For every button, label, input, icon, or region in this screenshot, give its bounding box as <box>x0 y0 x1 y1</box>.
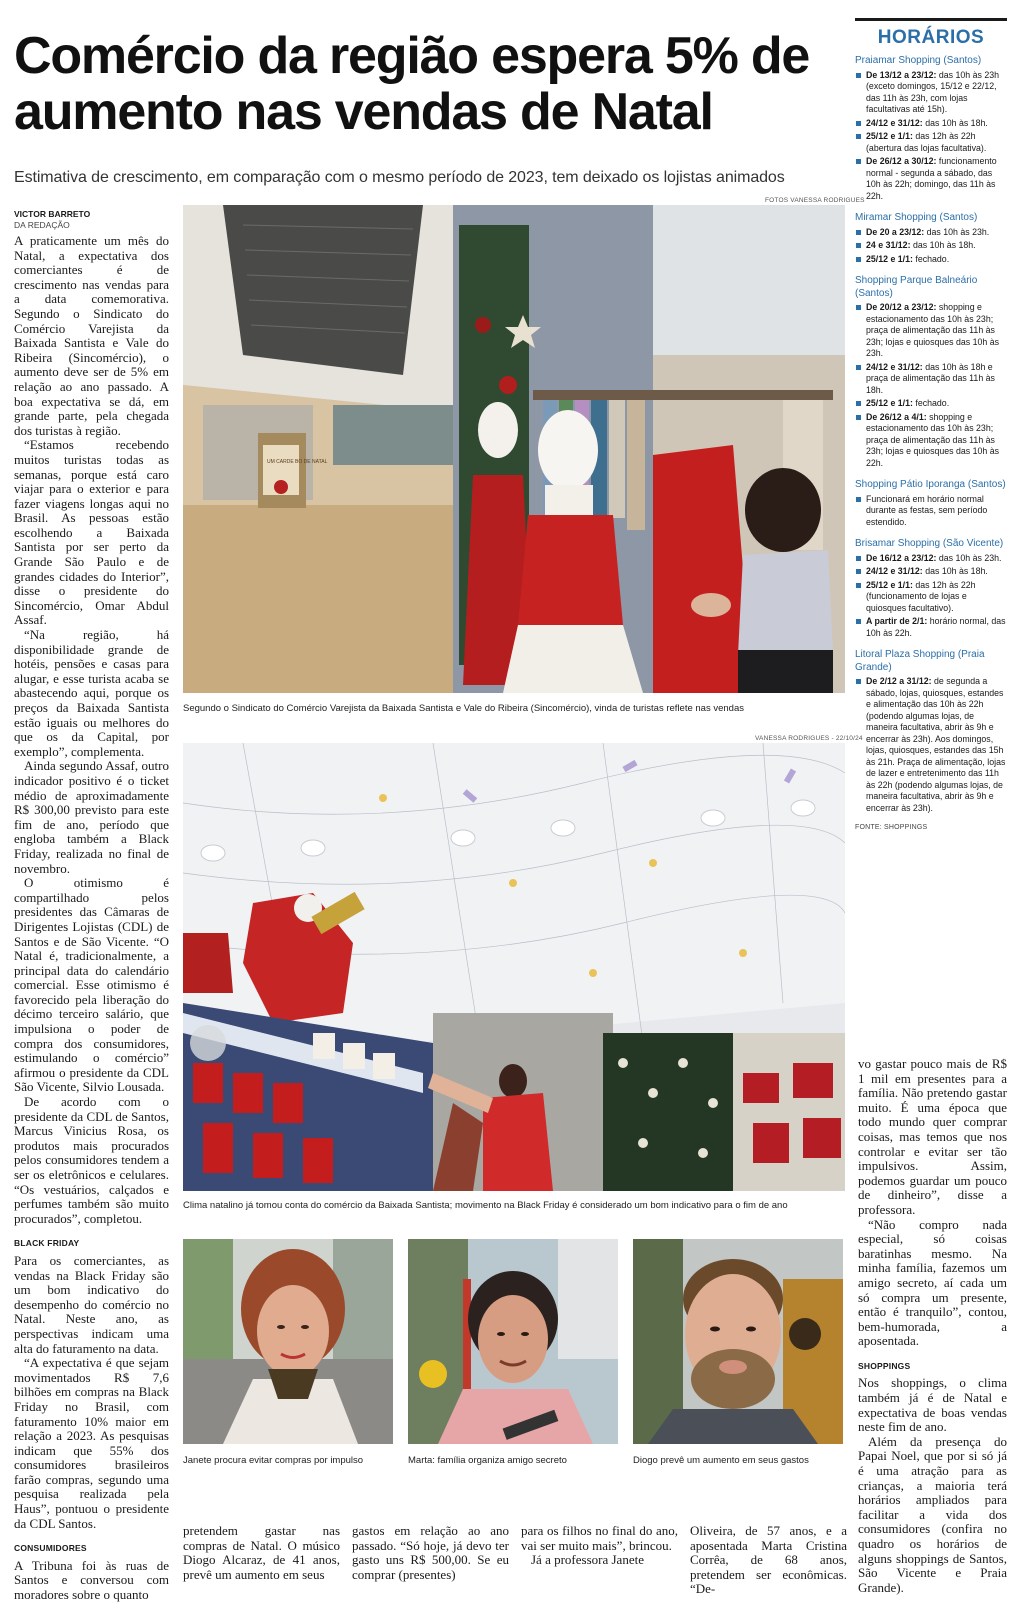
byline-author: VICTOR BARRETO <box>14 209 91 219</box>
sidebar-source: FONTE: SHOPPINGS <box>855 824 928 831</box>
hours-entry <box>855 616 1007 639</box>
hours-entry <box>855 302 1007 360</box>
hours-text: das 12h às 22h (abertura das lojas facultativa). <box>866 131 987 153</box>
hours-text: das 10h às 18h. <box>910 240 976 250</box>
hours-date: De 26/12 a 4/1: <box>866 411 927 422</box>
hours-entry <box>855 398 1007 410</box>
hours-date: 24 e 31/12: <box>866 240 911 250</box>
portrait-diogo <box>633 1239 843 1444</box>
photo-credit: FOTOS VANESSA RODRIGUES <box>765 197 865 204</box>
mall-block <box>855 212 1007 265</box>
portrait-caption: Diogo prevê um aumento em seus gastos <box>633 1455 809 1466</box>
hours-entry <box>855 254 1007 266</box>
bullet-square-icon <box>856 134 861 139</box>
hours-text: fechado. <box>912 398 950 408</box>
mall-block <box>855 55 1007 202</box>
hours-sidebar <box>855 18 1007 831</box>
paragraph: Além da presença do Papai Noel, que por si só já é uma atração para as crianças, a maioria terá horários ampliados para facilitar a vida dos consumidores (confira no quadro os horários de alguns shoppings de Santos, São Vicente e Praia Grande). <box>858 1433 1007 1595</box>
hours-entry <box>855 362 1007 397</box>
hours-text: das 12h às 22h (funcionamento de lojas e quiosques facultativo). <box>866 579 976 613</box>
hours-date: 25/12 e 1/1: <box>866 398 913 408</box>
section-head-shoppings: SHOPPINGS <box>858 1360 911 1371</box>
article-column-right <box>858 1057 1007 1595</box>
bullet-square-icon <box>856 497 861 502</box>
hours-text: Funcionará em horário normal durante as festas, sem período estendido. <box>866 493 988 527</box>
hours-date: De 13/12 a 23/12: <box>866 69 937 80</box>
sidebar-title: HORÁRIOS <box>877 27 985 48</box>
hours-text: fechado. <box>912 253 950 264</box>
bullet-square-icon <box>856 257 861 262</box>
bullet-square-icon <box>856 243 861 248</box>
article-column-bottom-4: Oliveira, de 57 anos, e a aposentada Marta Cristina Corrêa, de 68 anos, pretendem ser econômicas. “De- <box>690 1523 847 1597</box>
paragraph: “A expectativa é que sejam movimentados R$ 7,6 bilhões em compras na Black Friday no Brasil, com faturamento 10% maior em relação a 2023. As pesquisas indicam que 55% dos consumidores brasileiros farão compras, segundo uma pesquisa realizada pela Haus”, pontuou o presidente da CDL Santos. <box>14 1355 169 1531</box>
hours-date: 24/12 e 31/12: <box>866 117 923 128</box>
photo-credit: VANESSA RODRIGUES - 22/10/24 <box>755 735 863 742</box>
bullet-square-icon <box>856 365 861 370</box>
bullet-square-icon <box>856 583 861 588</box>
christmas-store-photo <box>183 743 845 1191</box>
sidebar-rule <box>855 18 1007 21</box>
paragraph: “Estamos recebendo muitos turistas todas as semanas, porque está caro viajar para o exterior e para fazer viagens longas aqui no Brasil. As pessoas estão escolhendo a Baixada Santista por ser perto da Grande São Paulo e de grandes cidades do Interior”, disse o presidente do Sincomércio, Omar Abdul Assaf. <box>14 437 169 628</box>
hours-entry <box>855 156 1007 202</box>
hours-text: shopping e estacionamento das 10h às 23h; praça de alimentação das 11h às 23h; lojas e quiosques das 10h às 22h. <box>866 411 1000 468</box>
paragraph: Nos shoppings, o clima também já é de Natal e expectativa de boas vendas neste fim de ano. <box>858 1375 1007 1435</box>
hours-text: das 10h às 18h. <box>922 117 988 128</box>
mall-name: Litoral Plaza Shopping (Praia Grande) <box>855 649 985 673</box>
paragraph: “Não compro nada especial, só coisas baratinhas mesmo. Na minha família, fazemos um amigo secreto, aí cada um só compra um presente, então é tranquilo”, contou, bem-humorada, a aposentada. <box>858 1216 1007 1349</box>
article-column-bottom-1: pretendem gastar nas compras de Natal. O músico Diogo Alcaraz, de 41 anos, prevê um aumento em seus <box>183 1523 340 1582</box>
mall-name: Shopping Pátio Iporanga (Santos) <box>855 479 1006 490</box>
hours-date: De 20/12 a 23/12: <box>866 302 937 312</box>
hours-entry <box>855 70 1007 116</box>
byline-org: DA REDAÇÃO <box>14 220 70 230</box>
section-head-consumidores: CONSUMIDORES <box>14 1543 87 1554</box>
hours-entry <box>855 240 1007 252</box>
hours-date: 24/12 e 31/12: <box>866 361 923 372</box>
paragraph: Para os comerciantes, as vendas na Black Friday são um bom indicativo do desempenho do comércio no Natal. Neste ano, as perspectivas indicam uma alta do faturamento na data. <box>14 1252 169 1356</box>
bullet-square-icon <box>856 619 861 624</box>
mall-block <box>855 538 1007 639</box>
hours-entry <box>855 676 1007 814</box>
hours-date: De 2/12 a 31/12: <box>866 676 932 686</box>
store-sign-text: UM CARDE BO DE NATAL <box>267 459 328 465</box>
hours-entry <box>855 412 1007 470</box>
hours-entry <box>855 566 1007 578</box>
hours-entry <box>855 227 1007 239</box>
paragraph: De acordo com o presidente da CDL de Santos, Marcus Vinicius Rosa, os produtos mais procurados pelos consumidores tendem a ser os eletrônicos e celulares. “Os vestuários, calçados e perfumes também são muito procurados”, completou. <box>14 1094 169 1226</box>
bullet-square-icon <box>856 230 861 235</box>
hours-entry <box>855 131 1007 154</box>
section-head-black-friday: BLACK FRIDAY <box>14 1238 80 1249</box>
subheadline: Estimativa de crescimento, em comparação com o mesmo período de 2023, tem deixado os lojistas animados <box>14 169 785 186</box>
bullet-square-icon <box>856 679 861 684</box>
paragraph: A Tribuna foi às ruas de Santos e conversou com moradores sobre o quanto <box>14 1557 169 1603</box>
hours-date: 25/12 e 1/1: <box>866 253 913 264</box>
portrait-marta <box>408 1239 618 1444</box>
hours-date: 24/12 e 31/12: <box>866 566 923 576</box>
bullet-square-icon <box>856 121 861 126</box>
bullet-square-icon <box>856 159 861 164</box>
hours-text: das 10h às 23h. <box>924 226 990 237</box>
bullet-square-icon <box>856 556 861 561</box>
paragraph: “Na região, há disponibilidade grande de hotéis, pensões e casas para alugar, e esse turista acaba se abastecendo aqui, porque os preços da Baixada Santista estão iguais ou melhores do que os da Capital, por exemplo”, complementa. <box>14 627 169 759</box>
hours-entry <box>855 580 1007 615</box>
photo-caption: Clima natalino já tomou conta do comércio da Baixada Santista; movimento na Black Friday é considerado um bom indicativo para o fim de ano <box>183 1200 788 1211</box>
article-column-bottom-3 <box>521 1524 678 1568</box>
hours-text: das 10h às 23h. <box>936 552 1002 563</box>
mall-block <box>855 275 1007 469</box>
byline <box>14 209 90 231</box>
hours-date: De 16/12 a 23/12: <box>866 552 937 563</box>
hours-date: De 20 a 23/12: <box>866 226 925 237</box>
portrait-janete <box>183 1239 393 1444</box>
hours-date: De 26/12 a 30/12: <box>866 156 937 166</box>
hours-entry <box>855 118 1007 130</box>
paragraph: O otimismo é compartilhado pelos presidentes das Câmaras de Dirigentes Lojistas (CDL) de Santos e de São Vicente. “O Natal é, tradicionalmente, a principal data do calendário comercial. Esse otimismo é favorecido pela liberação do décimo terceiro salário, que impulsiona o poder de compra dos consumidores, estimulando o comércio” afirmou o presidente da CDL São Vicente, Silvio Lousada. <box>14 875 169 1095</box>
hours-text: das 10h às 18h. <box>922 566 988 576</box>
paragraph: vo gastar pouco mais de R$ 1 mil em presentes para a família. Não pretendo gastar muito. É uma época que todo mundo quer comprar coisas, mas temos que nos controlar e evitar ser tão impulsivos. Assim, podemos guardar um pouco de dinheiro”, disse a professora. <box>858 1056 1007 1217</box>
hours-text: das 10h às 23h (exceto domingos, 15/12 e 22/12, das 11h às 23h, com lojas facultativas até 15h). <box>866 69 1000 114</box>
hours-text: funcionamento normal - segunda a sábado, das 10h às 22h; domingo, das 11h às 22h. <box>866 156 997 201</box>
hours-entry <box>855 494 1007 529</box>
portrait-caption: Marta: família organiza amigo secreto <box>408 1455 567 1466</box>
bullet-square-icon <box>856 73 861 78</box>
hours-date: 25/12 e 1/1: <box>866 579 913 590</box>
store-mannequins-photo <box>183 205 845 693</box>
bullet-square-icon <box>856 415 861 420</box>
mall-block <box>855 479 1007 528</box>
mall-name: Shopping Parque Balneário (Santos) <box>855 275 978 299</box>
paragraph: A praticamente um mês do Natal, a expectativa dos comerciantes é de crescimento nas vendas para a data comemorativa. Segundo o Sindicato do Comércio Varejista da Baixada Santista e Vale do Ribeira (Sincomércio), o aumento deve ser de 5% em relação ao ano passado. A boa expectativa se dá, em grande parte, pela chegada dos turistas à região. <box>14 233 169 438</box>
mall-block <box>855 649 1007 814</box>
article-column-bottom-2: gastos em relação ao ano passado. “Só hoje, já devo ter gasto uns R$ 500,00. Se eu comprar (presentes) <box>352 1523 509 1582</box>
mall-list <box>855 55 1007 814</box>
headline: Comércio da região espera 5% de aumento nas vendas de Natal <box>14 27 810 141</box>
mall-name: Praiamar Shopping (Santos) <box>855 55 982 66</box>
hours-date: 25/12 e 1/1: <box>866 131 913 141</box>
portrait-caption: Janete procura evitar compras por impulso <box>183 1455 364 1466</box>
hours-text: de segunda a sábado, lojas, quiosques, estandes e alimentação das 10h às 22h (podendo algumas lojas, de maneira facultativa, abrir às 9h e encerrar às 23h). Aos domingos, lojas, quiosques, estandes das 15h às 21h. Praça de alimentação, lojas de lazer e entretenimento das 11h às 22h (podendo algumas lojas, de maneira facultativa, abrir às 9h e encerrar às 23h). <box>866 676 1006 813</box>
paragraph: Já a professora Janete <box>531 1552 644 1568</box>
bullet-square-icon <box>856 569 861 574</box>
paragraph: Ainda segundo Assaf, outro indicador positivo é o ticket médio de aproximadamente R$ 300,00 previsto para este fim de ano, período que engloba também a Black Friday, realizada no final de novembro. <box>14 758 169 876</box>
photo-caption: Segundo o Sindicato do Comércio Varejista da Baixada Santista e Vale do Ribeira (Sincomércio), vinda de turistas reflete nas vendas <box>183 703 744 714</box>
hours-entry <box>855 553 1007 565</box>
mall-name: Miramar Shopping (Santos) <box>855 212 978 223</box>
bullet-square-icon <box>856 305 861 310</box>
hours-date: A partir de 2/1: <box>866 616 928 626</box>
paragraph: para os filhos no final do ano, vai ser muito mais”, brincou. <box>521 1523 678 1553</box>
article-column-left <box>14 234 169 1603</box>
hours-text: shopping e estacionamento das 10h às 23h; praça de alimentação das 11h às 23h; lojas e quiosques das 10h às 23h. <box>866 302 1000 358</box>
bullet-square-icon <box>856 401 861 406</box>
hours-text: das 10h às 18h e praça de alimentação das 11h às 18h. <box>866 361 995 395</box>
mall-name: Brisamar Shopping (São Vicente) <box>855 538 1004 549</box>
hours-text: horário normal, das 10h às 22h. <box>866 616 1006 638</box>
